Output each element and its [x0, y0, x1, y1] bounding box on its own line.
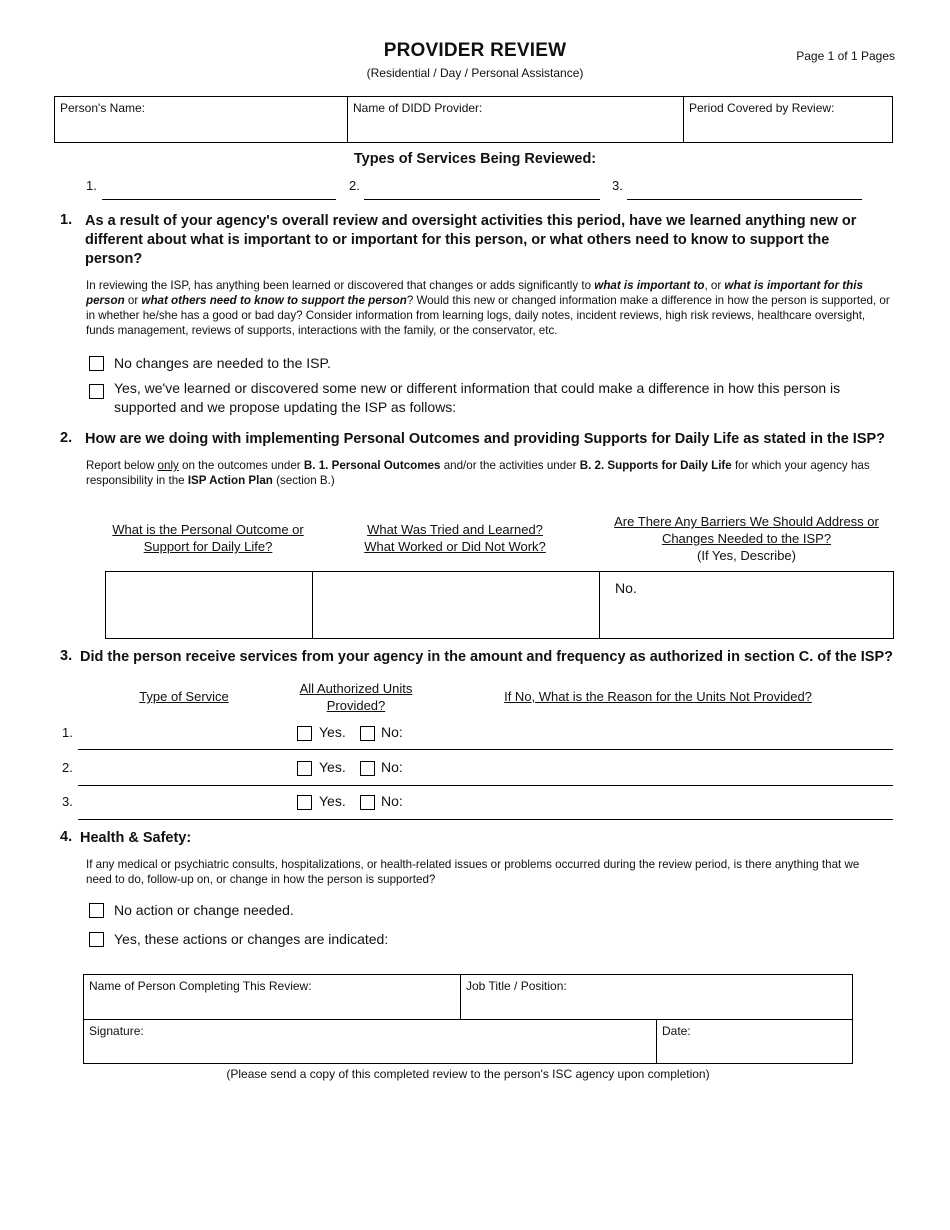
q2-text-f: B. 2. Supports for Daily Life [579, 459, 732, 472]
q3-col-units-header [276, 680, 436, 714]
service-1-field[interactable] [102, 199, 336, 200]
q1-no-changes-checkbox[interactable] [89, 356, 104, 371]
q4-yes-action-checkbox[interactable] [89, 932, 104, 947]
q2-col3-line3: (If Yes, Describe) [697, 548, 796, 563]
q1-number: 1. [60, 212, 73, 228]
q1-text-g: ? Would this new or changed information make a difference in how the person is supported, or in whether he/she has a good or bad day? Consider information from learning logs, daily notes, incident reviews, high risk reviews, healthcare oversight, funds management, reviews of supports, interactions with the family, or the conservator, etc. [86, 294, 890, 337]
completion-box [83, 974, 853, 1064]
completer-name-label: Name of Person Completing This Review: [89, 979, 312, 993]
q2-tried-cell[interactable] [313, 572, 600, 638]
service-3-field[interactable] [627, 199, 862, 200]
q4-no-action-label: No action or change needed. [114, 902, 294, 918]
signature-label: Signature: [89, 1024, 144, 1038]
q3-row3-no-checkbox[interactable] [360, 795, 375, 810]
q3-row2-number: 2. [62, 760, 73, 775]
q2-barriers-no-label: No. [615, 580, 637, 596]
q2-text-c: on the outcomes under [178, 459, 304, 472]
q3-row2-yes-checkbox[interactable] [297, 761, 312, 776]
date-field[interactable] [657, 1020, 852, 1063]
signature-field[interactable] [84, 1020, 657, 1063]
q3-row1-no-checkbox[interactable] [360, 726, 375, 741]
q1-title: As a result of your agency's overall review and oversight activities this period, have we learned anything new or different about what is important to or important for this person, or what others need to know to support the person? [85, 213, 857, 267]
q3-row3-divider [78, 819, 893, 820]
period-covered-label: Period Covered by Review: [689, 101, 835, 115]
q1-text-f: what others need to know to support the person [141, 294, 407, 307]
q3-row1-number: 1. [62, 725, 73, 740]
q3-col-type-header: Type of Service [139, 689, 229, 704]
q1-text-c: , or [704, 279, 725, 292]
page-title: PROVIDER REVIEW [383, 40, 567, 61]
service-2-number: 2. [349, 178, 360, 193]
completer-name-field[interactable] [84, 975, 461, 1020]
q2-description [86, 458, 886, 488]
job-title-label: Job Title / Position: [466, 979, 567, 993]
footer-note: (Please send a copy of this completed review to the person's ISC agency upon completion) [226, 1067, 710, 1081]
q3-row2-yes-label: Yes. [319, 759, 346, 775]
q1-text-a: In reviewing the ISP, has anything been learned or discovered that changes or adds significantly to [86, 279, 595, 292]
q3-title: Did the person receive services from your agency in the amount and frequency as authorized in section C. of the ISP? [80, 649, 894, 665]
q2-text-d: B. 1. Personal Outcomes [303, 459, 441, 472]
q2-col2-header [340, 521, 570, 555]
q3-row2-no-checkbox[interactable] [360, 761, 375, 776]
q4-yes-action-label: Yes, these actions or changes are indicated: [114, 931, 389, 947]
period-covered-field[interactable] [684, 97, 891, 142]
person-name-field[interactable] [55, 97, 348, 142]
service-2-field[interactable] [364, 199, 600, 200]
provider-name-field[interactable] [348, 97, 684, 142]
q1-yes-changes-label: Yes, we've learned or discovered some new or different information that could make a difference in how this person is supported and we propose updating the ISP as follows: [114, 380, 841, 415]
q1-description [86, 278, 892, 338]
q2-col3-header [603, 513, 890, 564]
date-label: Date: [662, 1024, 691, 1038]
q2-title: How are we doing with implementing Personal Outcomes and providing Supports for Daily Life as stated in the ISP? [85, 431, 886, 447]
q3-col-units-line2: Provided? [326, 698, 386, 713]
q3-row3-number: 3. [62, 794, 73, 809]
q2-text-g: for which your agency has responsibility in the [86, 459, 870, 487]
q3-row2-no-label: No: [381, 759, 403, 775]
service-3-number: 3. [612, 178, 623, 193]
page-number: Page 1 of 1 Pages [796, 49, 895, 63]
person-name-label: Person's Name: [60, 101, 145, 115]
q2-text-e: and/or the activities under [440, 459, 580, 472]
q3-col-reason-header: If No, What is the Reason for the Units Not Provided? [504, 689, 812, 704]
service-1-number: 1. [86, 178, 97, 193]
q2-col1-line2: Support for Daily Life? [143, 539, 273, 554]
q3-row1-no-label: No: [381, 724, 403, 740]
q2-col3-line2: Changes Needed to the ISP? [661, 531, 832, 546]
q2-col1-header [100, 521, 316, 555]
q4-number: 4. [60, 829, 73, 845]
q2-text-a: Report below [86, 459, 158, 472]
q2-text-h: ISP Action Plan [187, 474, 273, 487]
q4-description: If any medical or psychiatric consults, hospitalizations, or health-related issues or problems occurred during the review period, is there anything that we need to do, follow-up on, or change in how the person is supported? [86, 858, 860, 886]
services-heading: Types of Services Being Reviewed: [353, 151, 597, 167]
q2-col1-line1: What is the Personal Outcome or [112, 522, 304, 537]
q3-number: 3. [60, 648, 73, 664]
q3-row3-yes-label: Yes. [319, 793, 346, 809]
job-title-field[interactable] [461, 975, 852, 1020]
q3-col-units-line1: All Authorized Units [299, 681, 413, 696]
q2-col2-line1: What Was Tried and Learned? [367, 522, 543, 537]
q1-no-changes-label: No changes are needed to the ISP. [114, 355, 331, 371]
q1-text-e: or [124, 294, 142, 307]
q2-barriers-cell[interactable] [600, 572, 892, 638]
q3-row2-divider [78, 785, 893, 786]
q1-text-d: what is important for this person [86, 279, 863, 307]
page-subtitle: (Residential / Day / Personal Assistance) [366, 66, 584, 80]
q4-no-action-checkbox[interactable] [89, 903, 104, 918]
q3-row3-yes-checkbox[interactable] [297, 795, 312, 810]
provider-name-label: Name of DIDD Provider: [353, 101, 483, 115]
q3-row1-divider [78, 749, 893, 750]
q3-row3-no-label: No: [381, 793, 403, 809]
q2-outcome-cell[interactable] [106, 572, 313, 638]
person-info-box [54, 96, 893, 143]
q1-text-b: what is important to [594, 279, 705, 292]
q2-text-i: (section B.) [272, 474, 335, 487]
q1-yes-changes-checkbox[interactable] [89, 384, 104, 399]
q3-row1-yes-label: Yes. [319, 724, 346, 740]
q2-col2-line2: What Worked or Did Not Work? [364, 539, 546, 554]
q3-row1-yes-checkbox[interactable] [297, 726, 312, 741]
q2-number: 2. [60, 430, 73, 446]
q2-text-b: only [157, 459, 179, 472]
q2-table [105, 571, 894, 639]
q4-title: Health & Safety: [80, 830, 192, 846]
q2-col3-line1: Are There Any Barriers We Should Address or [614, 514, 879, 529]
